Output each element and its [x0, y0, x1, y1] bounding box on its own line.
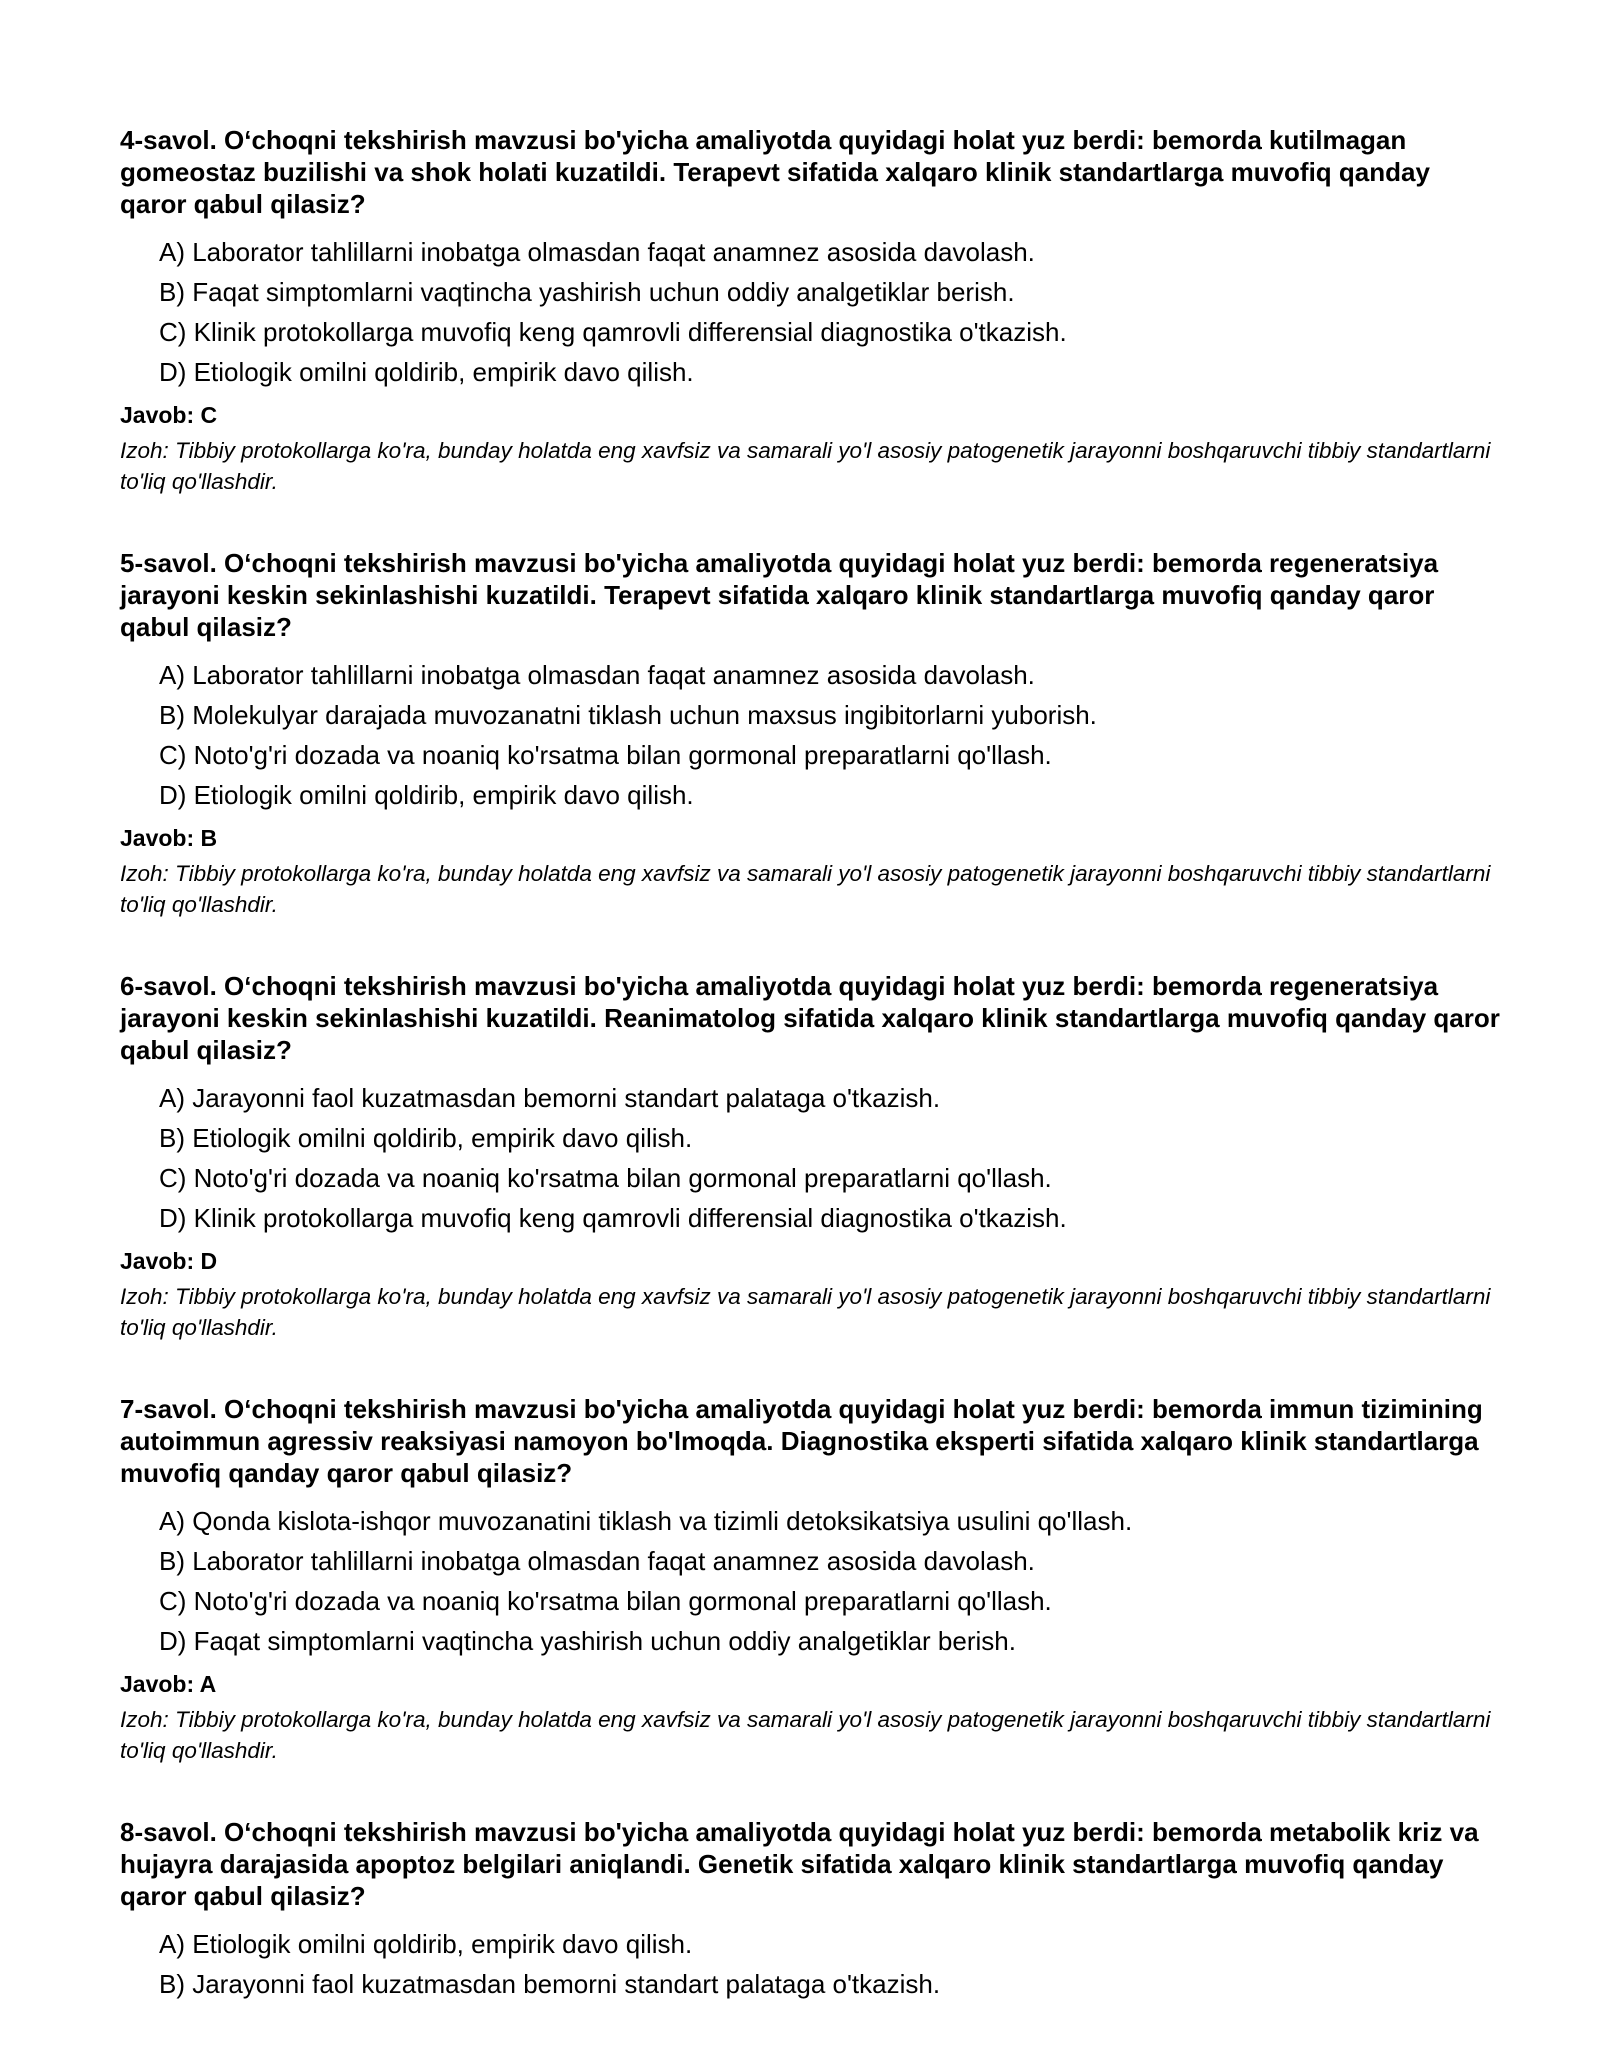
option-b: B) Etiologik omilni qoldirib, empirik davo qilish. — [159, 1123, 693, 1153]
question-block — [120, 547, 1500, 920]
option-c: C) Noto'g'ri dozada va noaniq ko'rsatma bilan gormonal preparatlarni qo'llash. — [159, 1586, 1052, 1616]
options-list — [120, 1924, 1500, 2004]
option-c: C) Noto'g'ri dozada va noaniq ko'rsatma bilan gormonal preparatlarni qo'llash. — [159, 1163, 1052, 1193]
explanation-note: Izoh: Tibbiy protokollarga ko'ra, bunday holatda eng xavfsiz va samarali yo'l asosiy patogenetik jarayonni boshqaruvchi tibbiy standartlarni to'liq qo'llashdir. — [120, 861, 1491, 917]
option-b: B) Jarayonni faol kuzatmasdan bemorni standart palataga o'tkazish. — [159, 1969, 941, 1999]
option-c: C) Klinik protokollarga muvofiq keng qamrovli differensial diagnostika o'tkazish. — [159, 317, 1067, 347]
options-list — [120, 1078, 1500, 1238]
question-block — [120, 1816, 1500, 2004]
answer-label: Javob: D — [120, 1248, 218, 1274]
options-list — [120, 655, 1500, 815]
question-block — [120, 124, 1500, 497]
answer-label: Javob: B — [120, 825, 218, 851]
explanation-note: Izoh: Tibbiy protokollarga ko'ra, bunday holatda eng xavfsiz va samarali yo'l asosiy patogenetik jarayonni boshqaruvchi tibbiy standartlarni to'liq qo'llashdir. — [120, 1284, 1491, 1340]
option-d: D) Etiologik omilni qoldirib, empirik davo qilish. — [159, 780, 694, 810]
option-a: A) Laborator tahlillarni inobatga olmasdan faqat anamnez asosida davolash. — [159, 660, 1035, 690]
option-d: D) Klinik protokollarga muvofiq keng qamrovli differensial diagnostika o'tkazish. — [159, 1203, 1067, 1233]
question-block — [120, 970, 1500, 1343]
question-title: 6-savol. O‘choqni tekshirish mavzusi bo'yicha amaliyotda quyidagi holat yuz berdi: bemorda regeneratsiya jarayoni keskin sekinlashishi kuzatildi. Reanimatolog sifatida xalqaro klinik standartlarga muvofiq qanday qaror qabul qilasiz? — [120, 971, 1500, 1065]
options-list — [120, 1501, 1500, 1661]
option-a: A) Qonda kislota-ishqor muvozanatini tiklash va tizimli detoksikatsiya usulini qo'llash. — [159, 1506, 1133, 1536]
option-d: D) Faqat simptomlarni vaqtincha yashirish uchun oddiy analgetiklar berish. — [159, 1626, 1016, 1656]
explanation-note: Izoh: Tibbiy protokollarga ko'ra, bunday holatda eng xavfsiz va samarali yo'l asosiy patogenetik jarayonni boshqaruvchi tibbiy standartlarni to'liq qo'llashdir. — [120, 1707, 1491, 1763]
option-a: A) Jarayonni faol kuzatmasdan bemorni standart palataga o'tkazish. — [159, 1083, 941, 1113]
option-d: D) Etiologik omilni qoldirib, empirik davo qilish. — [159, 357, 694, 387]
option-b: B) Laborator tahlillarni inobatga olmasdan faqat anamnez asosida davolash. — [159, 1546, 1035, 1576]
option-a: A) Etiologik omilni qoldirib, empirik davo qilish. — [159, 1929, 693, 1959]
option-b: B) Faqat simptomlarni vaqtincha yashirish uchun oddiy analgetiklar berish. — [159, 277, 1015, 307]
option-b: B) Molekulyar darajada muvozanatni tiklash uchun maxsus ingibitorlarni yuborish. — [159, 700, 1097, 730]
question-block — [120, 1393, 1500, 1766]
explanation-note: Izoh: Tibbiy protokollarga ko'ra, bunday holatda eng xavfsiz va samarali yo'l asosiy patogenetik jarayonni boshqaruvchi tibbiy standartlarni to'liq qo'llashdir. — [120, 438, 1491, 494]
document-page — [120, 124, 1500, 2054]
answer-label: Javob: A — [120, 1671, 217, 1697]
question-title: 4-savol. O‘choqni tekshirish mavzusi bo'yicha amaliyotda quyidagi holat yuz berdi: bemorda kutilmagan gomeostaz buzilishi va shok holati kuzatildi. Terapevt sifatida xalqaro klinik standartlarga muvofiq qanday qaror qabul qilasiz? — [120, 125, 1430, 219]
options-list — [120, 232, 1500, 392]
question-title: 5-savol. O‘choqni tekshirish mavzusi bo'yicha amaliyotda quyidagi holat yuz berdi: bemorda regeneratsiya jarayoni keskin sekinlashishi kuzatildi. Terapevt sifatida xalqaro klinik standartlarga muvofiq qanday qaror qabul qilasiz? — [120, 548, 1439, 642]
option-a: A) Laborator tahlillarni inobatga olmasdan faqat anamnez asosida davolash. — [159, 237, 1035, 267]
answer-label: Javob: C — [120, 402, 218, 428]
question-title: 7-savol. O‘choqni tekshirish mavzusi bo'yicha amaliyotda quyidagi holat yuz berdi: bemorda immun tizimining autoimmun agressiv reaksiyasi namoyon bo'lmoqda. Diagnostika eksperti sifatida xalqaro klinik standartlarga muvofiq qanday qaror qabul qilasiz? — [120, 1394, 1483, 1488]
question-title: 8-savol. O‘choqni tekshirish mavzusi bo'yicha amaliyotda quyidagi holat yuz berdi: bemorda metabolik kriz va hujayra darajasida apoptoz belgilari aniqlandi. Genetik sifatida xalqaro klinik standartlarga muvofiq qanday qaror qabul qilasiz? — [120, 1817, 1479, 1911]
option-c: C) Noto'g'ri dozada va noaniq ko'rsatma bilan gormonal preparatlarni qo'llash. — [159, 740, 1052, 770]
